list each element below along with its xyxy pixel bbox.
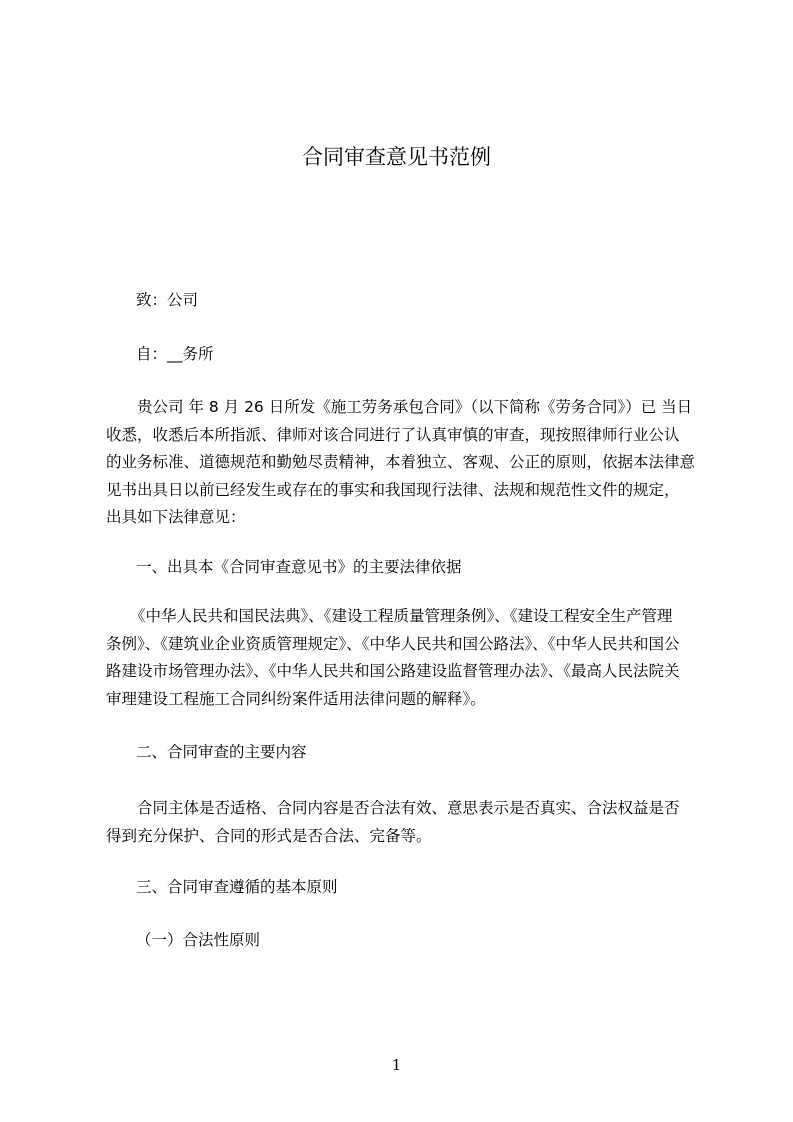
section-1-line: 路建设市场管理办法》、《中华人民共和国公路建设监督管理办法》、《最高人民法院关	[106, 662, 680, 681]
document-title: 合同审查意见书范例	[302, 145, 491, 169]
section-2-paragraph	[106, 795, 720, 850]
section-1-line: 《中华人民共和国民法典》、《建设工程质量管理条例》、《建设工程安全生产管理	[130, 607, 673, 625]
intro-line: 见书出具日以前已经发生或存在的事实和我国现行法律、法规和规范性文件的规定，	[106, 480, 680, 499]
intro-line: 收悉，收悉后本所指派、律师对该合同进行了认真审慎的审查，现按照律师行业公认	[106, 425, 680, 444]
section-1-paragraph	[106, 603, 720, 713]
section-2-heading: 二、合同审查的主要内容	[136, 743, 307, 761]
section-2-line: 合同主体是否适格、合同内容是否合法有效、意思表示是否真实、合法权益是否	[137, 799, 680, 817]
intro-paragraph	[106, 394, 720, 532]
intro-line: 出具如下法律意见：	[106, 508, 246, 527]
subsection-1-heading: （一）合法性原则	[136, 931, 261, 949]
page-number: 1	[391, 1056, 402, 1074]
sender-line: 自：__务所	[136, 345, 214, 363]
section-2-line: 得到充分保护、合同的形式是否合法、完备等。	[106, 826, 432, 845]
intro-line: 的业务标准、道德规范和勤勉尽责精神，本着独立、客观、公正的原则，依据本法律意	[106, 453, 696, 472]
section-1-line: 审理建设工程施工合同纠纷案件适用法律问题的解释》。	[106, 689, 486, 708]
section-1-line: 条例》、《建筑业企业资质管理规定》、《中华人民共和国公路法》、《中华人民共和国公	[106, 634, 680, 653]
section-3-heading: 三、合同审查遵循的基本原则	[136, 878, 338, 896]
intro-line: 贵公司 年 8 月 26 日所发《施工劳务承包合同》（以下简称《劳务合同》）已 当日	[137, 398, 693, 416]
section-1-heading: 一、出具本《合同审查意见书》的主要法律依据	[136, 558, 462, 576]
recipient-line: 致：公司	[136, 291, 199, 309]
